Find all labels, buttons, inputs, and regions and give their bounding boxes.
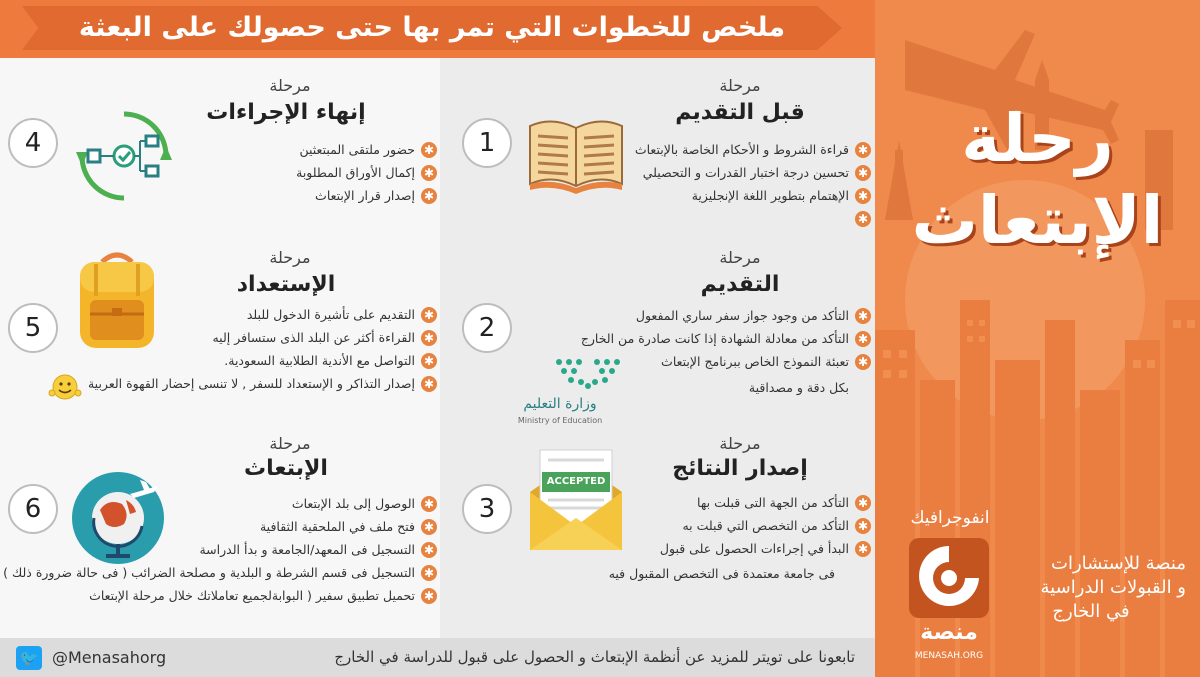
header-bar: [0, 0, 875, 58]
asterisk-icon: ✱: [421, 353, 437, 369]
asterisk-icon: ✱: [855, 165, 871, 181]
list-item: ✱ التسجيل فى المعهد/الجامعة و بدأ الدراسة: [5, 538, 437, 561]
asterisk-icon: ✱: [855, 308, 871, 324]
list-item: ✱ تحميل تطبيق سفير ( البوابةلجميع تعاملاتك خلال مرحلة الإبتعاث: [5, 584, 437, 607]
step-number-badge: 5: [8, 303, 58, 353]
asterisk-icon: ✱: [421, 142, 437, 158]
stage-5-name: الإستعداد: [236, 272, 336, 297]
logo-word: منصة: [920, 620, 978, 645]
list-item: ✱ الوصول إلى بلد الإبتعاث: [5, 492, 437, 515]
list-item: ✱ فتح ملف في الملحقية الثقافية: [5, 515, 437, 538]
infographic-label: انفوجرافيك: [910, 508, 990, 528]
asterisk-icon: ✱: [421, 542, 437, 558]
list-item: ✱ التقديم على تأشيرة الدخول للبلد: [77, 303, 437, 326]
stage-1-name: قبل التقديم: [675, 100, 805, 125]
stage-1-word: مرحلة: [719, 76, 761, 95]
list-item: ✱ الإهتمام بتطوير اللغة الإنجليزية: [531, 184, 871, 207]
stage-2-name: التقديم: [700, 272, 780, 297]
stage-3-continuation: فى جامعة معتمدة فى التخصص المقبول فيه: [608, 566, 835, 581]
open-book-icon: [526, 112, 626, 194]
side-title-line1: رحلة: [961, 100, 1114, 177]
stage-2-continuation: بكل دقة و مصداقية: [748, 380, 849, 395]
list-item: ✱ التأكد من معادلة الشهادة إذا كانت صادرة من الخارج: [491, 327, 871, 350]
list-item: ✱ القراءة أكثر عن البلد الذى ستسافر إليه: [77, 326, 437, 349]
stage-6-word: مرحلة: [269, 434, 311, 453]
stage-2-word: مرحلة: [719, 248, 761, 267]
side-panel: [875, 0, 1200, 677]
logo-mark-icon: [909, 538, 989, 618]
stage-4-name: إنهاء الإجراءات: [206, 100, 366, 125]
stage-3-name: إصدار النتائج: [672, 456, 808, 481]
list-item: ✱ تحسين درجة اختبار القدرات و التحصيلي: [531, 161, 871, 184]
smiley-emoji-icon: [48, 373, 82, 401]
ministry-logo-icon: [553, 356, 623, 392]
step-number-badge: 1: [462, 118, 512, 168]
asterisk-icon: ✱: [855, 495, 871, 511]
step-number-badge: 6: [8, 484, 58, 534]
list-item: ✱ البدأ في إجراءات الحصول على قبول: [531, 537, 871, 560]
ministry-name-english: Ministry of Education: [517, 416, 603, 425]
step-number-badge: 4: [8, 118, 58, 168]
list-item: ✱ إصدار التذاكر و الإستعداد للسفر , لا تنسى إحضار القهوة العربية: [77, 372, 437, 395]
asterisk-icon: ✱: [855, 354, 871, 370]
step-number-badge: 3: [462, 484, 512, 534]
asterisk-icon: ✱: [855, 518, 871, 534]
twitter-handle[interactable]: @Menasahorg: [52, 648, 167, 667]
list-item: ✱ حضور ملتقى المبتعثين: [197, 138, 437, 161]
asterisk-icon: ✱: [421, 565, 437, 581]
step-number-badge: 2: [462, 303, 512, 353]
list-item: ✱ التسجيل فى قسم الشرطة و البلدية و مصلحة الضرائب ( فى حالة ضرورة ذلك ): [5, 561, 437, 584]
footer-bar: [0, 638, 875, 677]
list-item: ✱ تعبئة النموذج الخاص ببرنامج الإبتعاث: [491, 350, 871, 373]
menasah-logo-icon: [909, 538, 989, 618]
asterisk-icon: ✱: [421, 165, 437, 181]
asterisk-icon: ✱: [421, 519, 437, 535]
globe-plane-icon: [70, 470, 166, 566]
list-item: ✱ التأكد من الجهة التى قبلت بها: [531, 491, 871, 514]
asterisk-icon: ✱: [855, 331, 871, 347]
stage-6-name: الإبتعاث: [244, 456, 328, 481]
stage-4-word: مرحلة: [269, 76, 311, 95]
stage-4-list: [197, 138, 437, 207]
accepted-stamp: ACCEPTED: [546, 476, 606, 487]
asterisk-icon: ✱: [421, 496, 437, 512]
twitter-icon[interactable]: 🐦: [16, 646, 42, 670]
ministry-name-arabic: وزارة التعليم: [523, 396, 597, 412]
process-cycle-icon: [74, 106, 174, 206]
list-item: ✱ إكمال الأوراق المطلوبة: [197, 161, 437, 184]
stage-5-word: مرحلة: [269, 248, 311, 267]
asterisk-icon: ✱: [421, 330, 437, 346]
side-title-line2: الإبتعاث: [911, 182, 1164, 259]
asterisk-icon: ✱: [421, 307, 437, 323]
footer-text: تابعونا على تويتر للمزيد عن أنظمة الإبتعاث و الحصول على قبول للدراسة في الخارج: [334, 648, 855, 666]
list-item: ✱ التأكد من وجود جواز سفر ساري المفعول: [491, 304, 871, 327]
asterisk-icon: ✱: [421, 188, 437, 204]
asterisk-icon: ✱: [421, 376, 437, 392]
asterisk-icon: ✱: [421, 588, 437, 604]
stage-2-list: [491, 304, 871, 373]
page-title: ملخص للخطوات التي تمر بها حتى حصولك على البعثة: [78, 12, 786, 43]
asterisk-icon: ✱: [855, 211, 871, 227]
logo-url: MENASAH.ORG: [914, 651, 984, 661]
list-item: ✱ إصدار قرار الإبتعاث: [197, 184, 437, 207]
accepted-envelope-icon: [528, 446, 624, 554]
asterisk-icon: ✱: [855, 541, 871, 557]
list-item: ✱ قراءة الشروط و الأحكام الخاصة بالإبتعاث: [531, 138, 871, 161]
stage-3-word: مرحلة: [719, 434, 761, 453]
list-item: [531, 207, 871, 230]
backpack-icon: [72, 250, 162, 350]
list-item: ✱ التواصل مع الأندية الطلابية السعودية.: [77, 349, 437, 372]
asterisk-icon: ✱: [855, 142, 871, 158]
list-item: ✱ التأكد من التخصص التي قبلت به: [531, 514, 871, 537]
asterisk-icon: ✱: [855, 188, 871, 204]
org-description: منصة للإستشارات و القبولات الدراسية في الخارج: [1040, 553, 1186, 622]
